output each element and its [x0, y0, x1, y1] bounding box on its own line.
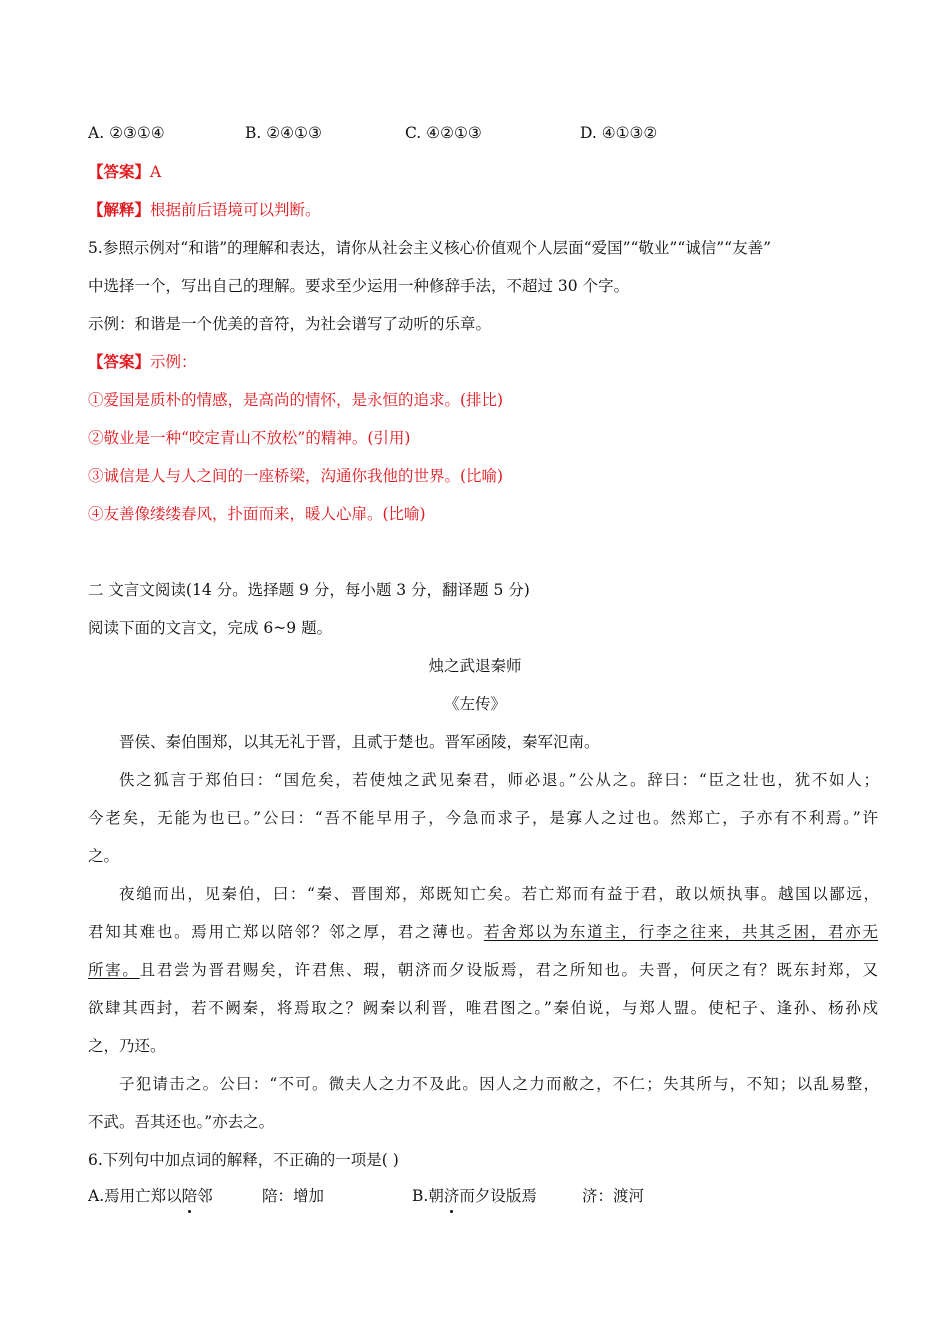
underlined-sentence: 若舍郑以为东道主，行李之往来，共其乏困，君亦无: [483, 923, 878, 941]
q5-answer-item: ③诚信是人与人之间的一座桥梁，沟通你我他的世界。(比喻): [88, 467, 504, 485]
q6-option-a-gloss: 陪：增加: [262, 1187, 325, 1205]
q6-option-b-gloss: 济：渡河: [582, 1187, 645, 1205]
q5-answer: 【答案】示例：: [88, 352, 197, 371]
section2-heading: 二 文言文阅读(14 分。选择题 9 分，每小题 3 分，翻译题 5 分): [88, 581, 530, 599]
passage-paragraph-4-line: 不武。吾其还也。”亦去之。: [88, 1113, 275, 1131]
q4-answer: 【答案】A: [88, 162, 162, 181]
passage-paragraph-3-line: 所害。且君尝为晋君赐矣，许君焦、瑕，朝济而夕设版焉，君之所知也。夫晋，何厌之有？既东封郑，又: [88, 961, 878, 979]
q6-stem: 6.下列句中加点词的解释，不正确的一项是( ): [88, 1151, 399, 1169]
passage-paragraph-2-line: 佚之狐言于郑伯曰：“国危矣，若使烛之武见秦君，师必退。”公从之。辞曰：“臣之壮也，犹不如人；: [119, 771, 879, 789]
q4-explanation: 【解释】根据前后语境可以判断。: [88, 200, 321, 219]
passage-paragraph-3-line: 君知其难也。焉用亡郑以陪邻？邻之厚，君之薄也。若舍郑以为东道主，行李之往来，共其乏困，君亦无: [88, 923, 878, 941]
underlined-sentence: 所害。: [88, 961, 140, 979]
passage-source: 《左传》: [443, 695, 506, 713]
q5-answer-item: ①爱国是质朴的情感，是高尚的情怀，是永恒的追求。(排比): [88, 391, 504, 409]
q4-option-a: A. ②③①④: [88, 124, 165, 142]
passage-paragraph-2-line: 之。: [88, 847, 120, 865]
q4-option-b: B. ②④①③: [245, 124, 322, 142]
q4-option-d: D. ④①③②: [580, 124, 658, 142]
passage-paragraph-3-line: 夜缒而出，见秦伯，曰：“秦、晋围郑，郑既知亡矣。若亡郑而有益于君，敢以烦执事。越国以鄙远，: [119, 885, 879, 903]
q5-stem-line2: 中选择一个，写出自己的理解。要求至少运用一种修辞手法，不超过 30 个字。: [88, 277, 630, 295]
q5-stem-line1: 5.参照示例对“和谐”的理解和表达，请你从社会主义核心价值观个人层面“爱国”“敬业”“诚信”“友善”: [88, 239, 772, 257]
q6-option-b: B.朝济而夕设版焉: [412, 1187, 537, 1205]
q5-example: 示例：和谐是一个优美的音符，为社会谱写了动听的乐章。: [88, 315, 492, 333]
passage-title: 烛之武退秦师: [428, 657, 522, 675]
passage-paragraph-1: 晋侯、秦伯围郑，以其无礼于晋，且贰于楚也。晋军函陵，秦军氾南。: [119, 733, 600, 751]
emphasis-dot-char: 济: [443, 1187, 460, 1205]
q5-answer-item: ④友善像缕缕春风，扑面而来，暖人心扉。(比喻): [88, 505, 426, 523]
emphasis-dot-char: 陪: [181, 1187, 198, 1205]
passage-paragraph-2-line: 今老矣，无能为也已。”公曰：“吾不能早用子，今急而求子，是寡人之过也。然郑亡，子亦有不利焉。”许: [88, 809, 878, 827]
passage-paragraph-3-line: 欲肆其西封，若不阙秦，将焉取之？阙秦以利晋，唯君图之。”秦伯说，与郑人盟。使杞子、逢孙、杨孙戍: [88, 999, 878, 1017]
q5-answer-item: ②敬业是一种“咬定青山不放松”的精神。(引用): [88, 429, 411, 447]
section2-instruction: 阅读下面的文言文，完成 6~9 题。: [88, 619, 333, 637]
passage-paragraph-4-line: 子犯请击之。公曰：“不可。微夫人之力不及此。因人之力而敝之，不仁；失其所与，不知；以乱易整，: [119, 1075, 879, 1093]
passage-paragraph-3-line: 之，乃还。: [88, 1037, 166, 1055]
q4-option-c: C. ④②①③: [405, 124, 482, 142]
q6-option-a: A.焉用亡郑以陪邻: [88, 1187, 213, 1205]
